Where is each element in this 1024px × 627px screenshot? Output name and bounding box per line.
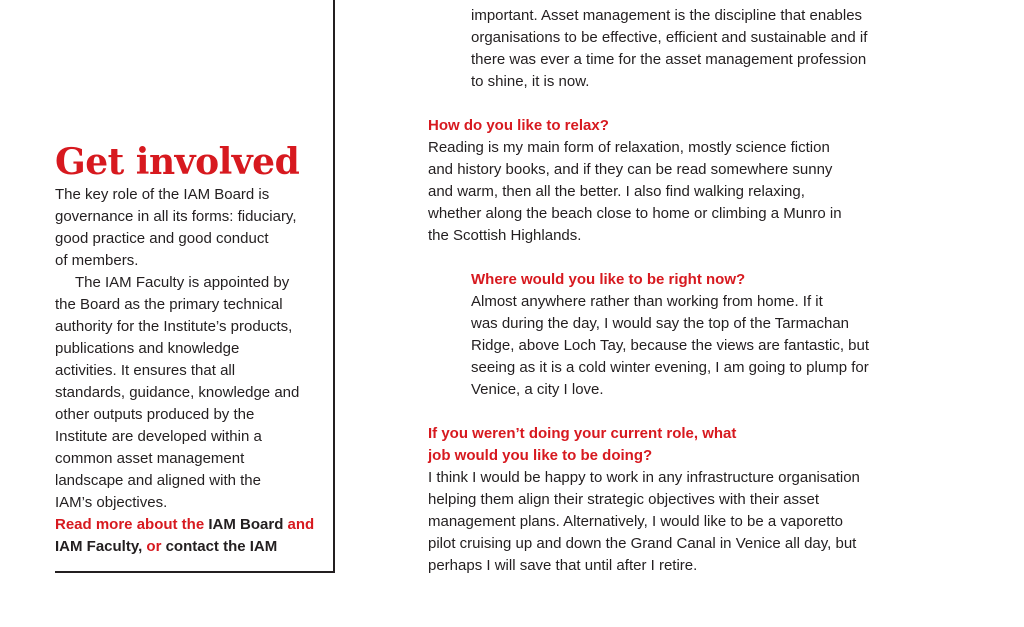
sidebar-paragraph-faculty: [55, 272, 320, 514]
sidebar-title: Get involved: [55, 141, 300, 183]
text-line: there was ever a time for the asset management profession: [471, 51, 867, 68]
text-line: perhaps I will save that until after I retire.: [428, 557, 698, 574]
text-line: and warm, then all the better. I also find walking relaxing,: [428, 183, 805, 200]
text-line: helping them align their strategic objectives with their asset: [428, 491, 820, 508]
text-line: I think I would be happy to work in any infrastructure organisation: [428, 469, 860, 486]
text-line: activities. It ensures that all: [55, 362, 236, 379]
question-heading: job would you like to be doing?: [428, 447, 653, 464]
text-line: standards, guidance, knowledge and: [55, 384, 300, 401]
text-line: pilot cruising up and down the Grand Canal in Venice all day, but: [428, 535, 857, 552]
iam-faculty-link[interactable]: IAM Faculty,: [55, 538, 143, 555]
text-line: Ridge, above Loch Tay, because the views are fantastic, but: [471, 337, 870, 354]
text-line: whether along the beach close to home or climbing a Munro in: [428, 205, 842, 222]
sidebar-cta: [55, 514, 320, 558]
text-line: was during the day, I would say the top of the Tarmachan: [471, 315, 850, 332]
text-line: Venice, a city I love.: [471, 381, 604, 398]
text-line: Institute are developed within a: [55, 428, 262, 445]
get-involved-sidebar: [55, 140, 320, 558]
read-more-text: Read more about the: [55, 516, 209, 533]
sidebar-paragraph-board: [55, 184, 320, 272]
question-heading: How do you like to relax?: [428, 117, 609, 134]
text-line: important. Asset management is the discipline that enables: [471, 7, 863, 24]
qa-right-now: [471, 269, 869, 401]
text-line: IAM’s objectives.: [55, 494, 168, 511]
text-line: governance in all its forms: fiduciary,: [55, 208, 297, 225]
text-line: landscape and aligned with the: [55, 472, 261, 489]
text-line: of members.: [55, 252, 139, 269]
text-line: common asset management: [55, 450, 245, 467]
text-line: publications and knowledge: [55, 340, 240, 357]
and-text: and: [283, 516, 315, 533]
sidebar-divider-vertical: [333, 0, 335, 572]
text-line: authority for the Institute’s products,: [55, 318, 293, 335]
text-line: The IAM Faculty is appointed by: [75, 274, 290, 291]
contact-iam-link[interactable]: contact the IAM: [165, 538, 278, 555]
text-line: The key role of the IAM Board is: [55, 186, 270, 203]
question-heading: Where would you like to be right now?: [471, 271, 746, 288]
question-heading: If you weren’t doing your current role, what: [428, 425, 737, 442]
text-line: the Board as the primary technical: [55, 296, 283, 313]
iam-board-link[interactable]: IAM Board: [208, 516, 284, 533]
sidebar-divider-horizontal: [55, 571, 335, 573]
text-line: good practice and good conduct: [55, 230, 269, 247]
or-text: or: [142, 538, 166, 555]
text-line: other outputs produced by the: [55, 406, 255, 423]
intro-paragraph: [471, 5, 867, 93]
text-line: to shine, it is now.: [471, 73, 590, 90]
text-line: seeing as it is a cold winter evening, I am going to plump for: [471, 359, 869, 376]
qa-relax: [428, 115, 842, 247]
text-line: management plans. Alternatively, I would like to be a vaporetto: [428, 513, 843, 530]
text-line: and history books, and if they can be read somewhere sunny: [428, 161, 833, 178]
qa-other-job: [428, 423, 860, 577]
text-line: organisations to be effective, efficient and sustainable and if: [471, 29, 868, 46]
text-line: the Scottish Highlands.: [428, 227, 582, 244]
text-line: Reading is my main form of relaxation, mostly science fiction: [428, 139, 830, 156]
text-line: Almost anywhere rather than working from home. If it: [471, 293, 823, 310]
